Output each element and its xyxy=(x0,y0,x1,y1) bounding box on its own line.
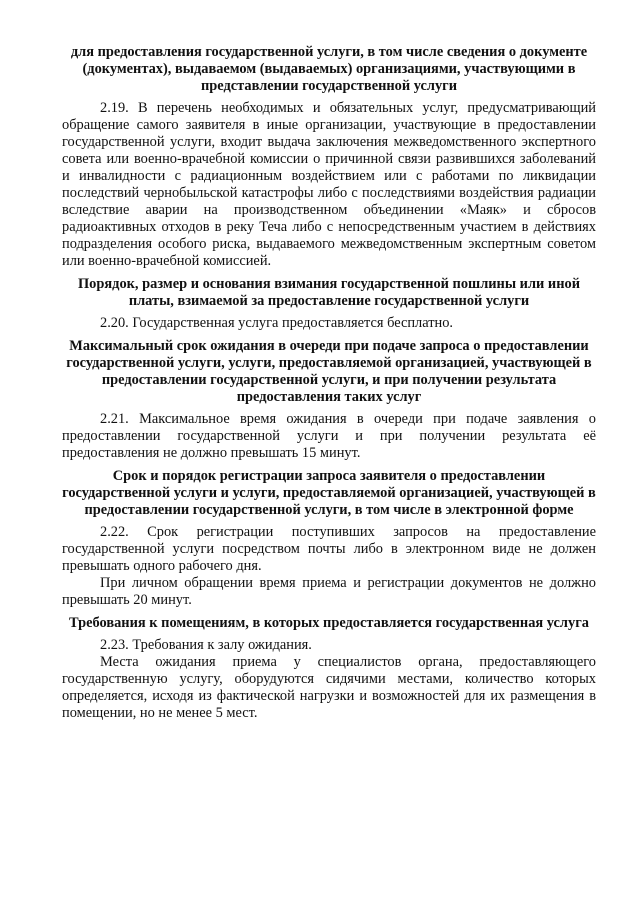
paragraph-2-21: 2.21. Максимальное время ожидания в очереди при подаче заявления о предоставлении государственной услуги и при получении результата её предоставления не должно превышать 15 минут. xyxy=(62,411,596,461)
paragraph-2-23-waiting-places: Места ожидания приема у специалистов органа, предоставляющего государственную услугу, оборудуются сидячими местами, количество которых определяется, исходя из фактической нагрузки и возможностей для их размещения в помещении, но не менее 5 мест. xyxy=(62,654,596,721)
document-page xyxy=(62,44,596,722)
section-heading-registration: Срок и порядок регистрации запроса заявителя о предоставлении государственной услуги и услуги, предоставляемой организацией, участвующей в предоставлении государственной услуги, в том числе в электронной форме xyxy=(62,468,596,518)
section-heading-intro: для предоставления государственной услуги, в том числе сведения о документе (документах), выдаваемом (выдаваемых) организациями, участвующими в представлении государственной услуги xyxy=(70,44,588,94)
section-heading-premises: Требования к помещениям, в которых предоставляется государственная услуга xyxy=(69,615,589,631)
section-heading-fee: Порядок, размер и основания взимания государственной пошлины или иной платы, взимаемой за предоставление государственной услуги xyxy=(77,276,581,309)
section-heading-wait-time: Максимальный срок ожидания в очереди при подаче запроса о предоставлении государственной услуги, услуги, предоставляемой организацией, участвующей в предоставлении государственной услуги, и при получении результата предоставления таких услуг xyxy=(66,338,592,405)
paragraph-2-23: 2.23. Требования к залу ожидания. xyxy=(100,637,312,653)
paragraph-2-19: 2.19. В перечень необходимых и обязательных услуг, предусматривающий обращение самого заявителя в иные организации, участвующие в предоставлении государственной услуги, входит выдача заключения межведомственного экспертного совета или военно-врачебной комиссии о причинной связи развившихся заболеваний и инвалидности с радиационным воздействием или с работами по ликвидации последствий чернобыльской катастрофы либо с последствиями воздействия радиации вследствие аварии на производственном объединении «Маяк» и сбросов радиоактивных отходов в реку Теча либо с непосредственным участием в действиях подразделения особого риска, выдаваемого межведомственным экспертным советом или военно-врачебной комиссией. xyxy=(62,100,596,269)
paragraph-2-22: 2.22. Срок регистрации поступивших запросов на предоставление государственной услуги посредством почты либо в электронном виде не должен превышать одного рабочего дня. xyxy=(62,524,596,574)
paragraph-2-20: 2.20. Государственная услуга предоставляется бесплатно. xyxy=(100,315,454,331)
paragraph-2-22-personal: При личном обращении время приема и регистрации документов не должно превышать 20 минут. xyxy=(62,575,596,608)
